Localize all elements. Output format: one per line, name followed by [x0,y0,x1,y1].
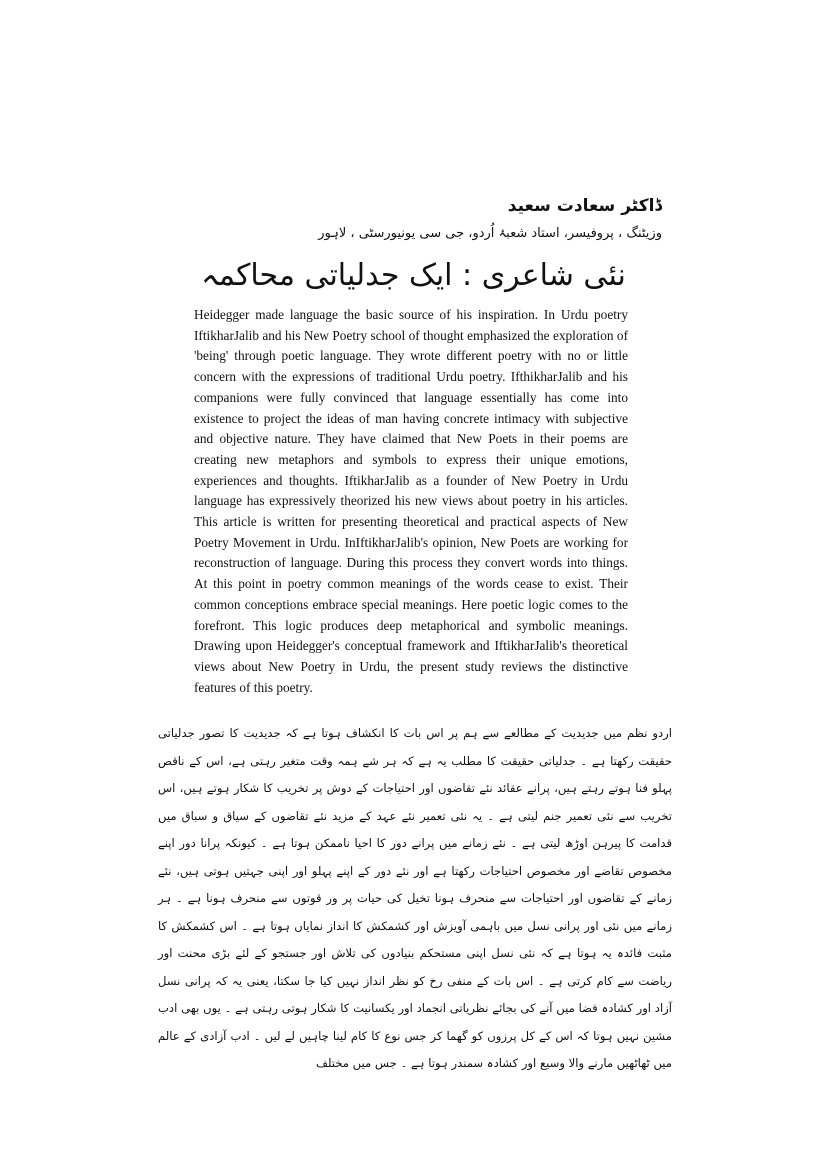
abstract-text: Heidegger made language the basic source of his inspiration. In Urdu poetry IftikharJalib and his New Poetry school of thought emphasized the exploration of 'being' through poetic language. They wrote different poetry with no or little concern with the expressions of traditional Urdu poetry. IfthikharJalib and his companions were fully convinced that language essentially has come into existence to project the ideas of man having concrete intimacy with subjective and objective nature. They have claimed that New Poets in their poems are creating new metaphors and symbols to express their unique emotions, experiences and thoughts. IftikharJalib as a founder of New Poetry in Urdu language has expressively theorized his new views about poetry in his articles. This article is written for presenting theoretical and practical aspects of New Poetry Movement in Urdu. InIftikharJalib's opinion, New Poets are working for reconstruction of language. During this process they convert words into things. At this point in poetry common meanings of the words cease to exist. Their common conceptions embrace special meanings. Here poetic logic comes to the forefront. This logic produces deep metaphorical and symbolic meanings. Drawing upon Heidegger's conceptual framework and IftikharJalib's theoretical views about New Poetry in Urdu, the present study reviews the distinctive features of this poetry. [194,307,628,695]
body-paragraph: اردو نظم میں جدیدیت کے مطالعے سے ہم پر اس بات کا انکشاف ہوتا ہے کہ جدیدیت کا تصور جدلیاتی حقیقت رکھتا ہے ۔ جدلیاتی حقیقت کا مطلب یہ ہے کہ ہر شے ہمہ وقت متغیر رہتی ہے، اس کے ناقص پہلو فنا ہوتے رہتے ہیں، پرانے عقائد نئے تقاضوں اور احتیاجات کے دوش پر تخریب کا شکار ہوتے ہیں، اس تخریب سے نئی تعمیر جنم لیتی ہے ۔ یہ نئی تعمیر نئے عہد کے مزید نئے تقاضوں کے سیاق و سباق میں قدامت کا پیرہن اوڑھ لیتی ہے ۔ نئے زمانے میں پرانے دور کا احیا ناممکن ہوتا ہے ۔ کیونکہ پرانا دور اپنے مخصوص تقاضے اور مخصوص احتیاجات رکھتا ہے اور نئے دور کے اپنے پہلو اور اپنی جہتیں ہوتی ہیں، نئے زمانے کے تقاضوں اور احتیاجات سے منحرف ہونا تخیل کی حیات پر ور قوتوں سے منحرف ہونا ہے ۔ ہر زمانے میں نئی اور پرانی نسل میں باہمی آویزش اور کشمکش کا انداز نمایاں ہوتا ہے ۔ اس کشمکش کا مثبت فائدہ یہ ہوتا ہے کہ نئی نسل اپنی مستحکم بنیادوں کی تلاش اور جستجو کے لئے بڑی محنت اور ریاضت سے کام کرتی ہے ۔ اس بات کے منفی رخ کو نظر انداز نہیں کیا جا سکتا، یعنی یہ کہ پرانی نسل آزاد اور کشادہ فضا میں آنے کی بجائے نظریاتی انجماد اور یکسانیت کا شکار ہوتی رہتی ہے ۔ یوں بھی ادب مشین نہیں ہوتا کہ اس کے کل پرزوں کو گھما کر جس نوع کا کام لینا چاہیں لے لیں ۔ ادب آزادی کے عالم میں ٹھاٹھیں مارنے والا وسیع اور کشادہ سمندر ہوتا ہے ۔ جس میں مختلف [158,726,672,1070]
author-name: ڈاکٹر سعادت سعید [507,196,662,216]
article-title: نئی شاعری : ایک جدلیاتی محاکمہ [201,258,626,293]
body-text [158,720,672,1078]
abstract [194,305,628,698]
author-affiliation: وزیٹنگ ، پروفیسر، استاد شعبۂ اُردو، جی سی یونیورسٹی ، لاہور [318,226,662,241]
